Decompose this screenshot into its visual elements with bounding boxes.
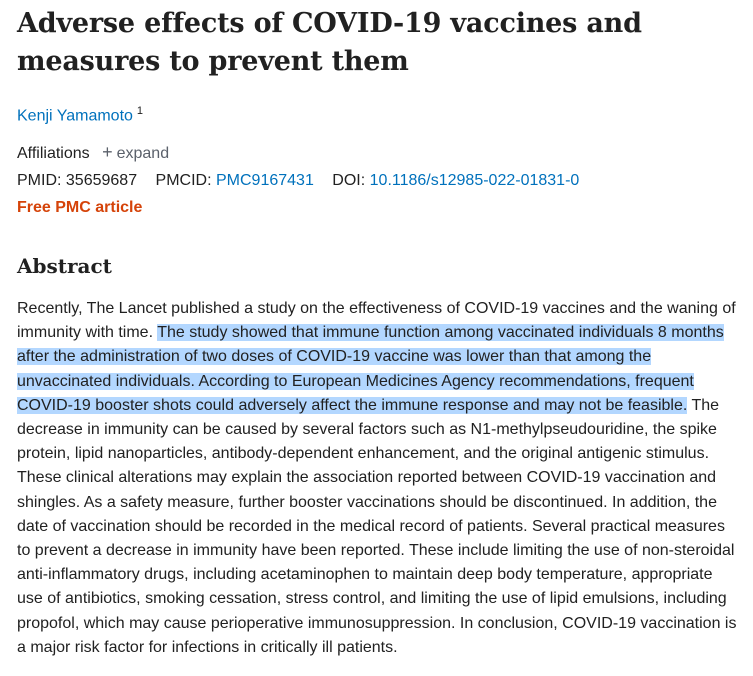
plus-icon: + — [102, 142, 113, 163]
article-page — [17, 0, 739, 676]
authors-list — [17, 100, 739, 127]
expand-label: expand — [116, 145, 170, 163]
selected-text-highlight: The study showed that immune function among vaccinated individuals 8 months after the administration of two doses of COVID-19 vaccine was lower than that among the unvaccinated individuals. According to European Medicines Agency recommendations, frequent COVID-19 booster shots could adversely affect the immune response and may not be feasible. — [17, 324, 724, 414]
doi-label: DOI: — [332, 172, 366, 190]
free-pmc-article-link[interactable]: Free PMC article — [17, 199, 143, 217]
pmid-value: 35659687 — [65, 172, 138, 190]
pmcid-label: PMCID: — [155, 172, 212, 190]
pmid-label: PMID: — [17, 172, 62, 190]
article-title: Adverse effects of COVID-19 vaccines and measures to prevent them — [17, 8, 642, 77]
doi-link[interactable]: 10.1186/s12985-022-01831-0 — [369, 172, 580, 190]
abstract-text[interactable] — [17, 297, 739, 660]
author-affiliation-sup[interactable]: 1 — [136, 105, 144, 117]
affiliations-row — [17, 141, 739, 165]
identifiers-row — [17, 170, 739, 192]
author-link[interactable]: Kenji Yamamoto — [17, 107, 133, 125]
abstract-text-after-selection: The decrease in immunity can be caused by several factors such as N1-methylpseudouridine, the spike protein, lipid nanoparticles, antibody-dependent enhancement, and the original antigenic stimulus. These clinical alterations may explain the association reported between COVID-19 vaccination and shingles. As a safety measure, further booster vaccinations should be discontinued. In addition, the date of vaccination should be recorded in the medical record of patients. Several practical measures to prevent a decrease in immunity have been reported. These include limiting the use of non-steroidal anti-inflammatory drugs, including acetaminophen to maintain deep body temperature, appropriate use of antibiotics, smoking cessation, stress control, and limiting the use of lipid emulsions, including propofol, which may cause perioperative immunosuppression. In conclusion, COVID-19 vaccination is a major risk factor for infections in critically ill patients. — [17, 396, 737, 656]
pmcid-link[interactable]: PMC9167431 — [216, 172, 314, 190]
abstract-heading: Abstract — [17, 254, 112, 279]
expand-affiliations-button[interactable] — [102, 142, 170, 163]
abstract-text-before-selection: Recently, The Lancet published a study on the effectiveness of COVID-19 vaccines and the waning of immunity with time. — [17, 299, 736, 342]
affiliations-label: Affiliations — [17, 145, 90, 163]
